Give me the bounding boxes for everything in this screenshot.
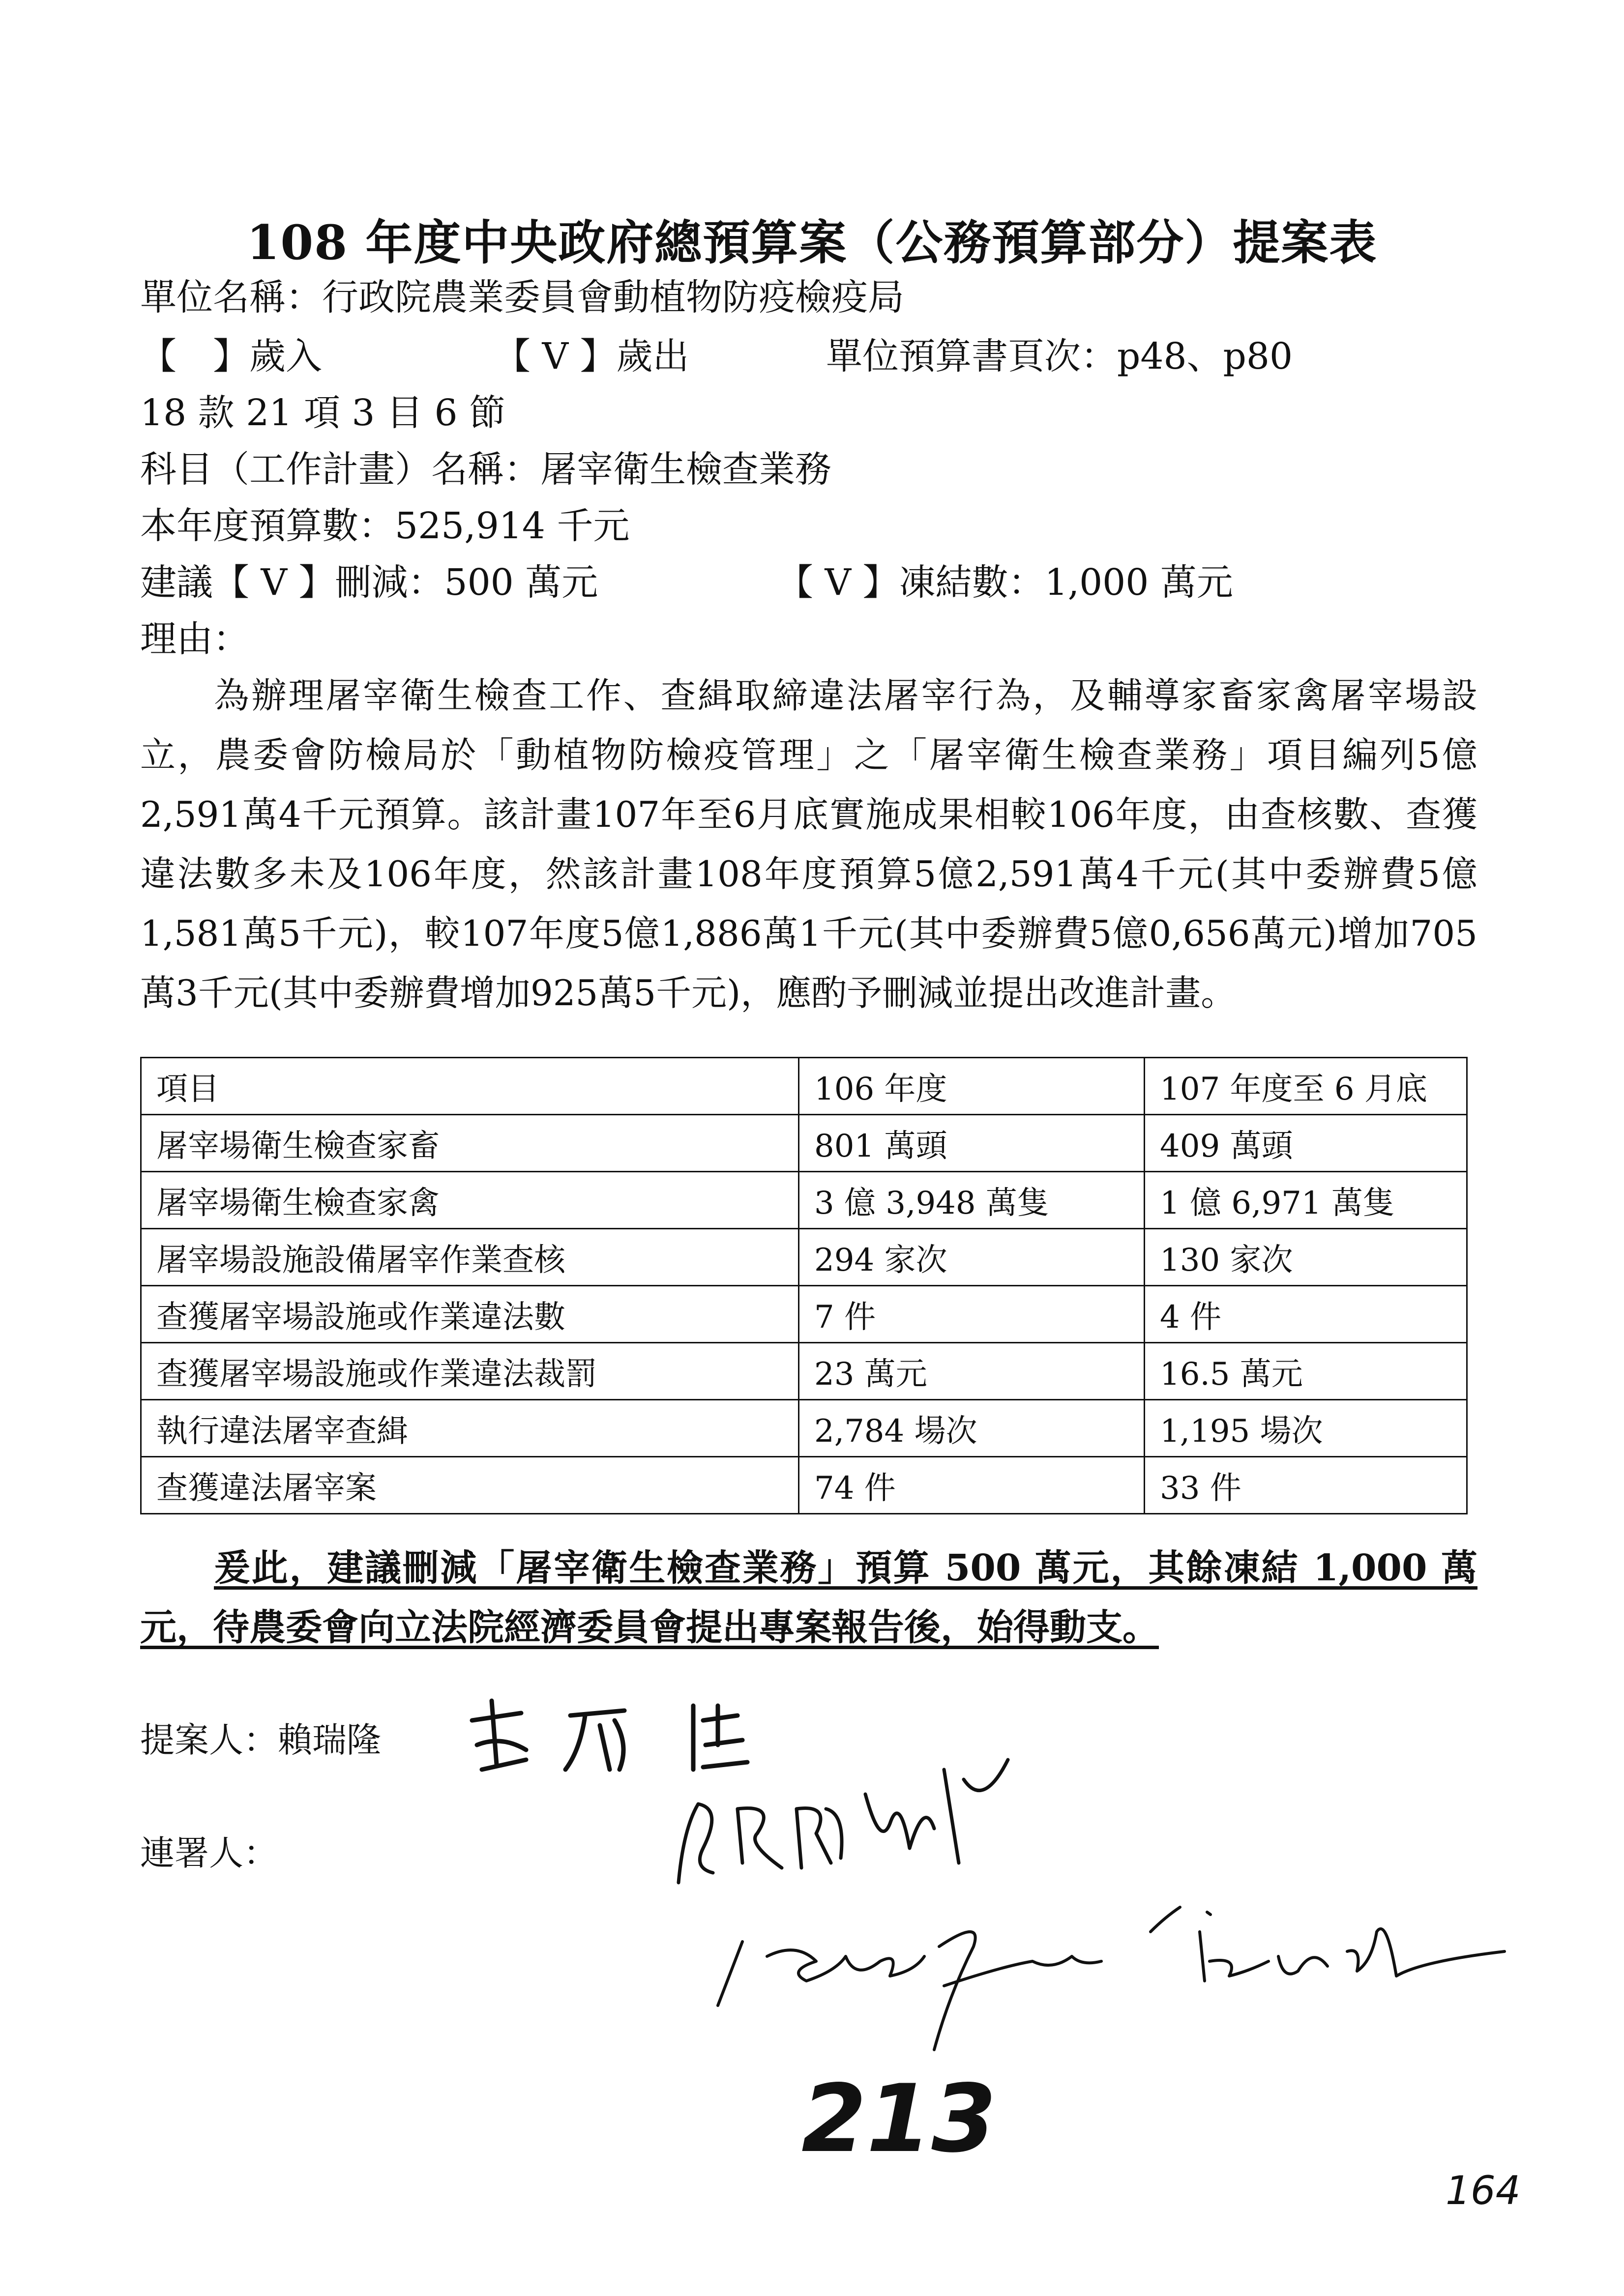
table-cell: 801 萬頭 [799, 1115, 1145, 1172]
table-row [141, 1115, 1467, 1172]
page-number: 164 [1446, 2168, 1521, 2213]
table-row [141, 1229, 1467, 1286]
table-row [141, 1343, 1467, 1400]
conclusion-paragraph: 爰此，建議刪減「屠宰衛生檢查業務」預算 500 萬元，其餘凍結 1,000 萬元，待農委會向立法院經濟委員會提出專案報告後，始得動支。 [140, 1547, 1477, 1649]
table-header-cell: 106 年度 [799, 1058, 1145, 1115]
table-cell: 1,195 場次 [1145, 1400, 1467, 1457]
table-cell: 查獲違法屠宰案 [141, 1457, 799, 1514]
income-option: 【 】歲入 [140, 335, 322, 378]
expense-option: 【 V 】歲出 [494, 335, 689, 378]
cosigner-signature-1 [669, 1750, 1013, 1897]
subject-name: 科目（工作計畫）名稱：屠宰衛生檢查業務 [140, 448, 831, 491]
table-cell: 33 件 [1145, 1457, 1467, 1514]
freeze-amount: 【 V 】凍結數：1,000 萬元 [777, 561, 1233, 604]
table-header-row [141, 1058, 1467, 1115]
table-cell: 執行違法屠宰查緝 [141, 1400, 799, 1457]
budget-amount: 本年度預算數：525,914 千元 [140, 505, 630, 547]
proposer: 提案人：賴瑞隆 [140, 1720, 381, 1760]
table-cell: 屠宰場衛生檢查家畜 [141, 1115, 799, 1172]
table-header-cell: 項目 [141, 1058, 799, 1115]
page-title: 108 年度中央政府總預算案（公務預算部分）提案表 [246, 215, 1378, 270]
results-table [140, 1057, 1468, 1514]
table-cell: 1 億 6,971 萬隻 [1145, 1172, 1467, 1229]
table-cell: 屠宰場設施設備屠宰作業查核 [141, 1229, 799, 1286]
unit-name: 單位名稱：行政院農業委員會動植物防疫檢疫局 [140, 276, 904, 319]
handwritten-number: 213 [801, 2064, 997, 2173]
table-cell: 2,784 場次 [799, 1400, 1145, 1457]
cosigners-label: 連署人： [140, 1833, 278, 1873]
table-cell: 屠宰場衛生檢查家禽 [141, 1172, 799, 1229]
table-cell: 294 家次 [799, 1229, 1145, 1286]
table-row [141, 1286, 1467, 1343]
budget-code: 18 款 21 項 3 目 6 節 [140, 392, 506, 434]
table-cell: 查獲屠宰場設施或作業違法數 [141, 1286, 799, 1343]
table-cell: 23 萬元 [799, 1343, 1145, 1400]
table-row [141, 1457, 1467, 1514]
table-cell: 查獲屠宰場設施或作業違法裁罰 [141, 1343, 799, 1400]
cut-suggestion: 建議【 V 】刪減：500 萬元 [140, 561, 598, 604]
table-cell: 409 萬頭 [1145, 1115, 1467, 1172]
reason-label: 理由： [140, 618, 249, 660]
table-cell: 130 家次 [1145, 1229, 1467, 1286]
table-header-cell: 107 年度至 6 月底 [1145, 1058, 1467, 1115]
table-cell: 4 件 [1145, 1286, 1467, 1343]
table-row [141, 1172, 1467, 1229]
reason-paragraph: 為辦理屠宰衛生檢查工作、查緝取締違法屠宰行為，及輔導家畜家禽屠宰場設立，農委會防檢局於「動植物防檢疫管理」之「屠宰衛生檢查業務」項目編列5億2,591萬4千元預算。該計畫107年至6月底實施成果相較106年度，由查核數、查獲違法數多未及106年度，然該計畫108年度預算5億2,591萬4千元(其中委辦費5億1,581萬5千元)，較107年度5億1,886萬1千元(其中委辦費5億0,656萬元)增加705萬3千元(其中委辦費增加925萬5千元)，應酌予刪減並提出改進計畫。 [140, 675, 1477, 1014]
cosigner-signature-2 [708, 1888, 1534, 2074]
table-cell: 7 件 [799, 1286, 1145, 1343]
table-cell: 3 億 3,948 萬隻 [799, 1172, 1145, 1229]
table-cell: 74 件 [799, 1457, 1145, 1514]
budget-book-pages: 單位預算書頁次：p48、p80 [826, 335, 1293, 378]
table-cell: 16.5 萬元 [1145, 1343, 1467, 1400]
table-row [141, 1400, 1467, 1457]
